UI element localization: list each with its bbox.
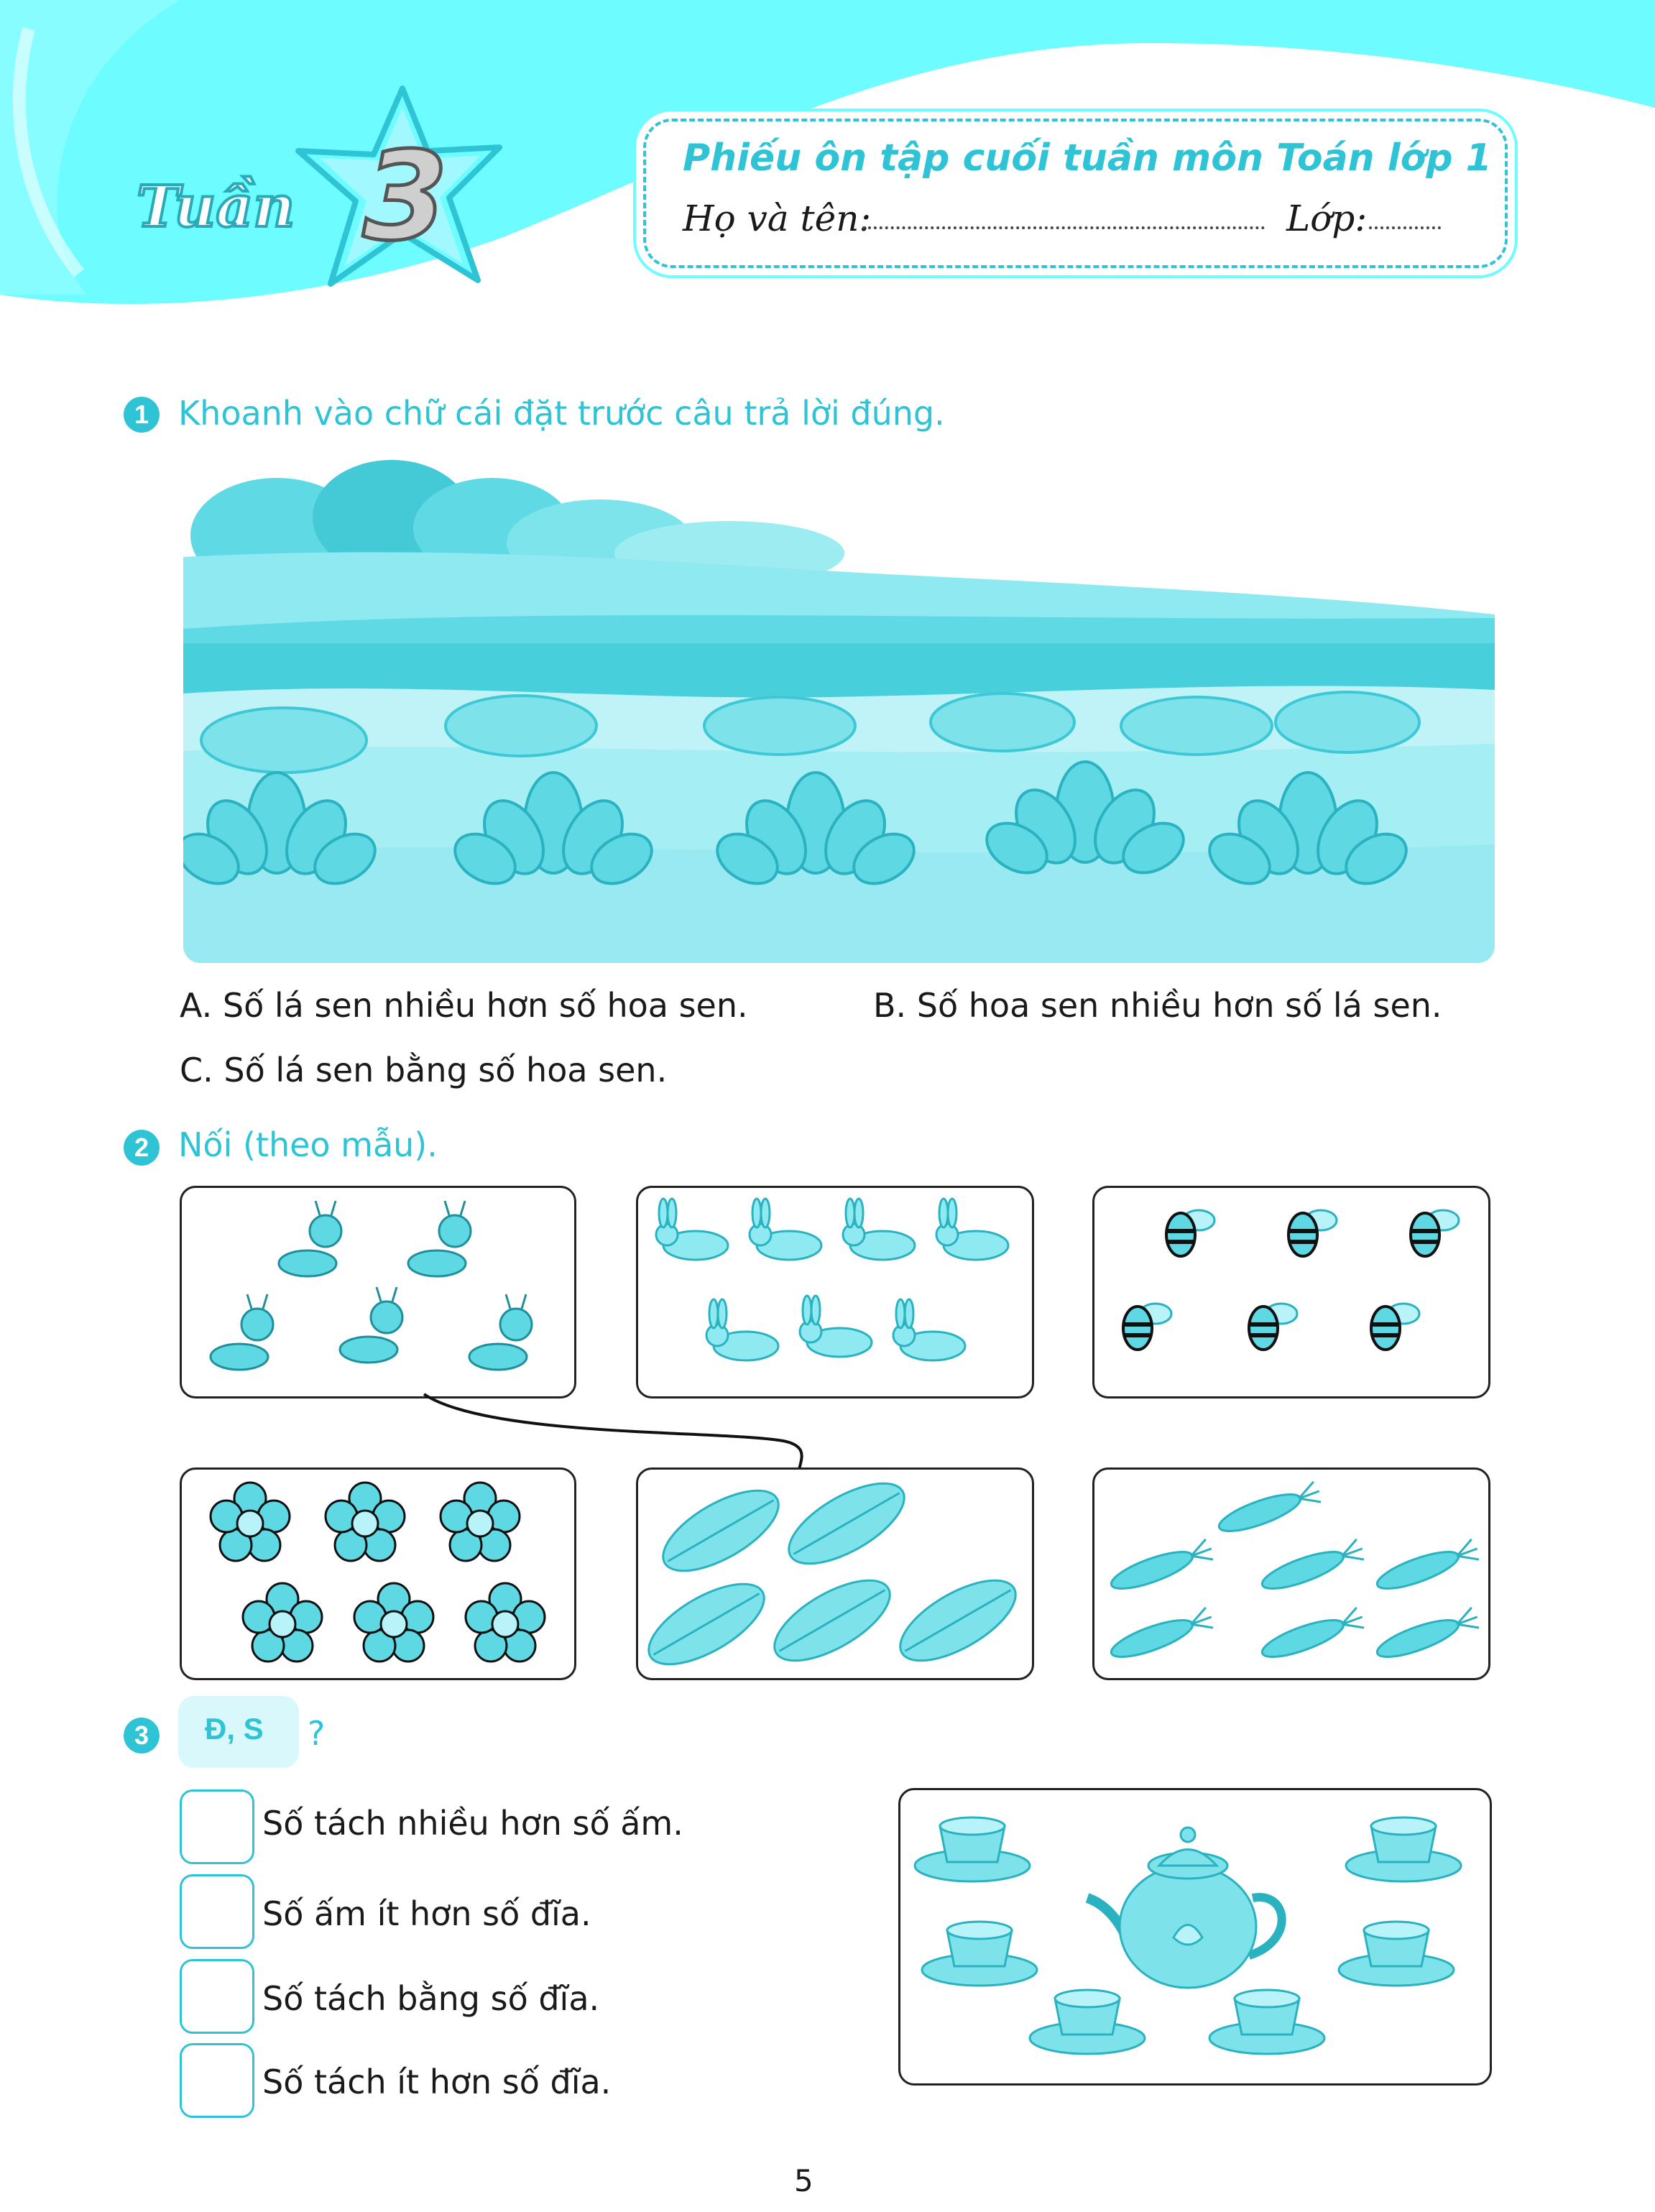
class-field[interactable] — [1369, 226, 1441, 229]
flowers-box[interactable] — [180, 1467, 576, 1680]
week-number: 3 — [363, 126, 448, 268]
ds-tag-text: Đ, S — [205, 1712, 264, 1746]
statement-2: Số ấm ít hơn số đĩa. — [262, 1894, 591, 1933]
week-label: Tuần — [137, 172, 295, 240]
class-label: Lớp: — [1286, 198, 1368, 239]
question-2-number: 2 — [124, 1130, 160, 1166]
leaves-box[interactable] — [636, 1467, 1034, 1680]
question-1-instruction: Khoanh vào chữ cái đặt trước câu trả lời đúng. — [178, 394, 945, 433]
caterpillars-box[interactable] — [180, 1186, 576, 1398]
page-number: 5 — [794, 2163, 813, 2198]
question-1-number: 1 — [124, 397, 160, 433]
statement-1: Số tách nhiều hơn số ấm. — [262, 1804, 683, 1843]
tea-set-box — [898, 1788, 1492, 2086]
question-3-number: 3 — [124, 1718, 160, 1754]
name-field[interactable] — [862, 226, 1265, 229]
worksheet-title: Phiếu ôn tập cuối tuần môn Toán lớp 1 — [683, 137, 1492, 180]
q1-option-a[interactable]: A. Số lá sen nhiều hơn số hoa sen. — [180, 986, 748, 1025]
statement-3: Số tách bằng số đĩa. — [262, 1979, 600, 2018]
question-mark: ? — [308, 1714, 326, 1753]
bees-box[interactable] — [1092, 1186, 1490, 1398]
answer-box-4[interactable] — [180, 2043, 254, 2118]
statement-4: Số tách ít hơn số đĩa. — [262, 2063, 612, 2101]
q1-option-b[interactable]: B. Số hoa sen nhiều hơn số lá sen. — [873, 986, 1442, 1025]
lotus-pond-illustration — [183, 449, 1495, 963]
rabbits-box[interactable] — [636, 1186, 1034, 1398]
name-label: Họ và tên: — [683, 198, 872, 239]
answer-box-3[interactable] — [180, 1959, 254, 2034]
question-2-instruction: Nối (theo mẫu). — [178, 1125, 438, 1164]
answer-box-2[interactable] — [180, 1874, 254, 1949]
carrots-box[interactable] — [1092, 1467, 1490, 1680]
q1-option-c[interactable]: C. Số lá sen bằng số hoa sen. — [180, 1051, 668, 1089]
answer-box-1[interactable] — [180, 1789, 254, 1864]
